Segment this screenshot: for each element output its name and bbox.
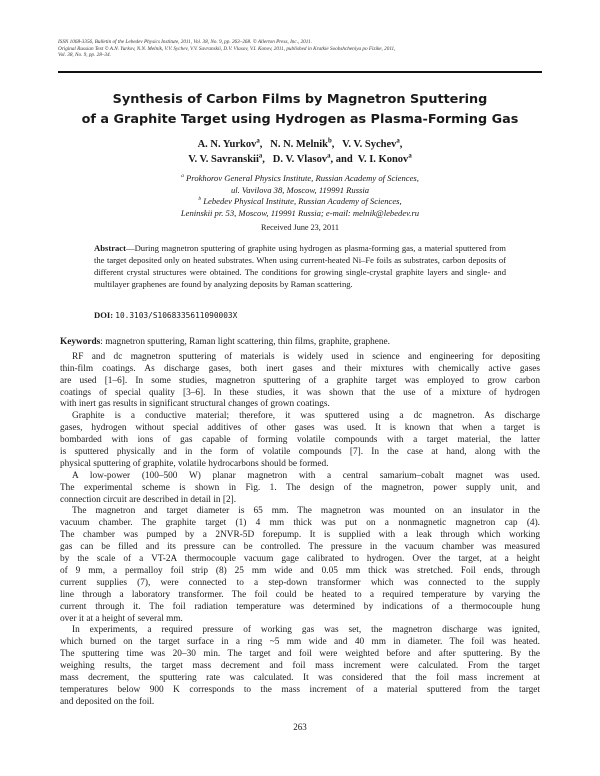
author: V. V. Savranskii$^a$ [188,152,263,165]
title-line: Synthesis of Carbon Films by Magnetron Sputtering [112,92,488,107]
header-line: Original Russian Text © A.N. Yurkov, N.N. Melnik, V.V. Sychev, V.V. Savranskii, D.V. Vlasov, V.I. Konov, 2011, published in Kratkie Soobshcheniya po Fizike, 2011, [58,45,396,52]
text-line: over it at a height of several mm. [60,613,183,624]
title-line: of a Graphite Target using Hydrogen as Plasma-Forming Gas [81,112,519,127]
text-line: thin-film coatings. As discharge gases, both inert gases and their mixtures with chemically active gases [60,363,540,374]
text-line: The sputtering time was 20–30 min. The target and foil were weighted before and after sputtering. By the [60,649,540,660]
page-number: 263 [293,722,307,732]
header-rule [58,71,542,73]
text-line: connection circuit are described in detail in [2]. [60,494,237,505]
text-line: The magnetron and target diameter is 65 mm. The magnetron was mounted on an insulator in the [72,506,540,517]
text-line: bombarded with ions of gas capable of forming volatile compounds with a target material, the latter [60,435,540,446]
paragraph [60,352,540,411]
text-line: A low-power (100–500 W) planar magnetron with a central samarium–cobalt magnet was used. [72,470,540,481]
text-line: In experiments, a required pressure of working gas was set, the magnetron discharge was ignited, [72,625,540,636]
text-line: physical sputtering of graphite, volatile hydrocarbons should be formed. [60,458,329,469]
author: N. N. Melnik$^b$ [270,137,332,150]
paper-title [0,90,600,130]
text-line: with inert gas results in significant structural changes of grown coatings. [60,399,330,410]
text-line: are used [1–6]. In some studies, magnetron sputtering of a graphite target was employed to grow carbon [60,375,540,386]
header-line: ISSN 1068-3356, Bulletin of the Lebedev Physics Institute, 2011, Vol. 38, No. 9, pp. 263–268. © Allerton Press, Inc., 2011. [58,39,312,45]
text-line: is sputtered physically and in the form of volatile compounds [7]. In the case at hand, along with the [60,447,540,458]
text-line: The chamber was pumped by a 2NVR-5D forepump. It is supplied with a leak through which working [60,530,540,541]
paragraph [60,471,540,507]
doi: DOI: 10.3103/S1068335611090003X [94,310,238,320]
keywords: Keywords: magnetron sputtering, Raman light scattering, thin films, graphite, graphene. [60,337,390,347]
author: V. I. Konov$^a$ [357,152,412,165]
text-line: temperatures below 900 K corresponds to the mass increment of a material sputtered from the target [60,684,540,695]
text-line: by the scale of a VT-2A thermocouple vacuum gage calibrated to hydrogen. Over the target, at a height [60,554,540,565]
text-line: gas can be filled and its pressure can be controlled. The pressure in the vacuum chamber was measured [60,542,540,553]
author: V. V. Sychev$^a$ [342,137,400,150]
author: D. V. Vlasov$^a$ [272,152,331,165]
journal-header [58,39,548,59]
paragraph [60,411,540,470]
text-line: current supplies (7), were connected to a step-down transformer which was connected to the supply [60,577,540,588]
abstract: Abstract—During magnetron sputtering of graphite using hydrogen as plasma-forming gas, a material sputtered from the target deposited only on heated substrates. When using current-heated Ni–Fe foils as substrates, carbon deposits of different crystal structures were obtained. The conditions for growing single-crystal graphite layers and single- and multilayer graphenes are found by analyzing deposits by Raman scattering. [94,243,506,289]
body-text [60,337,540,709]
paragraph [60,506,540,625]
author-list: A. N. Yurkov$^a$, N. N. Melnik$^b$, V. V. Sychev$^a$, V. V. Savranskii$^a$, D. V. Vlasov$^a$, and V. I. Konov$^a$ [188,137,412,165]
text-line: line through a laboratory transformer. The foil could be heated to a required temperature by varying the [60,589,540,600]
text-line: weighing results, the target mass decrement and foil mass increment were calculated. From the target [60,661,540,672]
text-line: The experimental scheme is shown in Fig. 1. The design of the magnetron, power supply unit, and [60,482,540,493]
paragraph [60,625,540,708]
header-line: Vol. 38, No. 9, pp. 28–34. [58,52,111,59]
text-line: of 9 mm, a permalloy foil strip (8) 25 mm wide and 0.05 mm thick was stretched. Foil ends, through [60,565,540,576]
text-line: Graphite is a conductive material; therefore, it was sputtered using a dc magnetron. As discharge [72,411,540,422]
text-line: gases, hydrogen without special additives of other gases was used. It is known that when a target is [60,423,540,434]
affiliations: $^a$ Prokhorov General Physics Institute, Russian Academy of Sciences, ul. Vavilova 38, Moscow, 119991 Russia $^b$ Lebedev Physical Institute, Russian Academy of Sciences, Leninskii pr. 53, Moscow, 119991 Russia; e-mail: melnik@lebedev.ru [180,173,420,218]
text-line: coatings of special quality [3–6]. In these studies, it was shown that the use of a mixture of hydrogen [60,387,540,398]
text-line: and deposited on the foil. [60,696,155,707]
received-date: Received June 23, 2011 [261,223,339,232]
text-line: vacuum chamber. The graphite target (1) 4 mm thick was put on a nonmagnetic magnetron cap (4). [60,518,540,529]
text-line: mass decrement, the sputtering rate was calculated. It was considered that the foil mass increment at [60,672,540,683]
text-line: current through it. The foil radiation temperature was determined by indications of a thermocouple hung [60,601,540,612]
text-line: which burned on the target surface in a ring ~5 mm wide and 40 mm in diameter. The foil was heated. [60,637,540,648]
author: A. N. Yurkov$^a$ [197,137,260,150]
text-line: RF and dc magnetron sputtering of materials is widely used in science and engineering for depositing [72,351,540,362]
